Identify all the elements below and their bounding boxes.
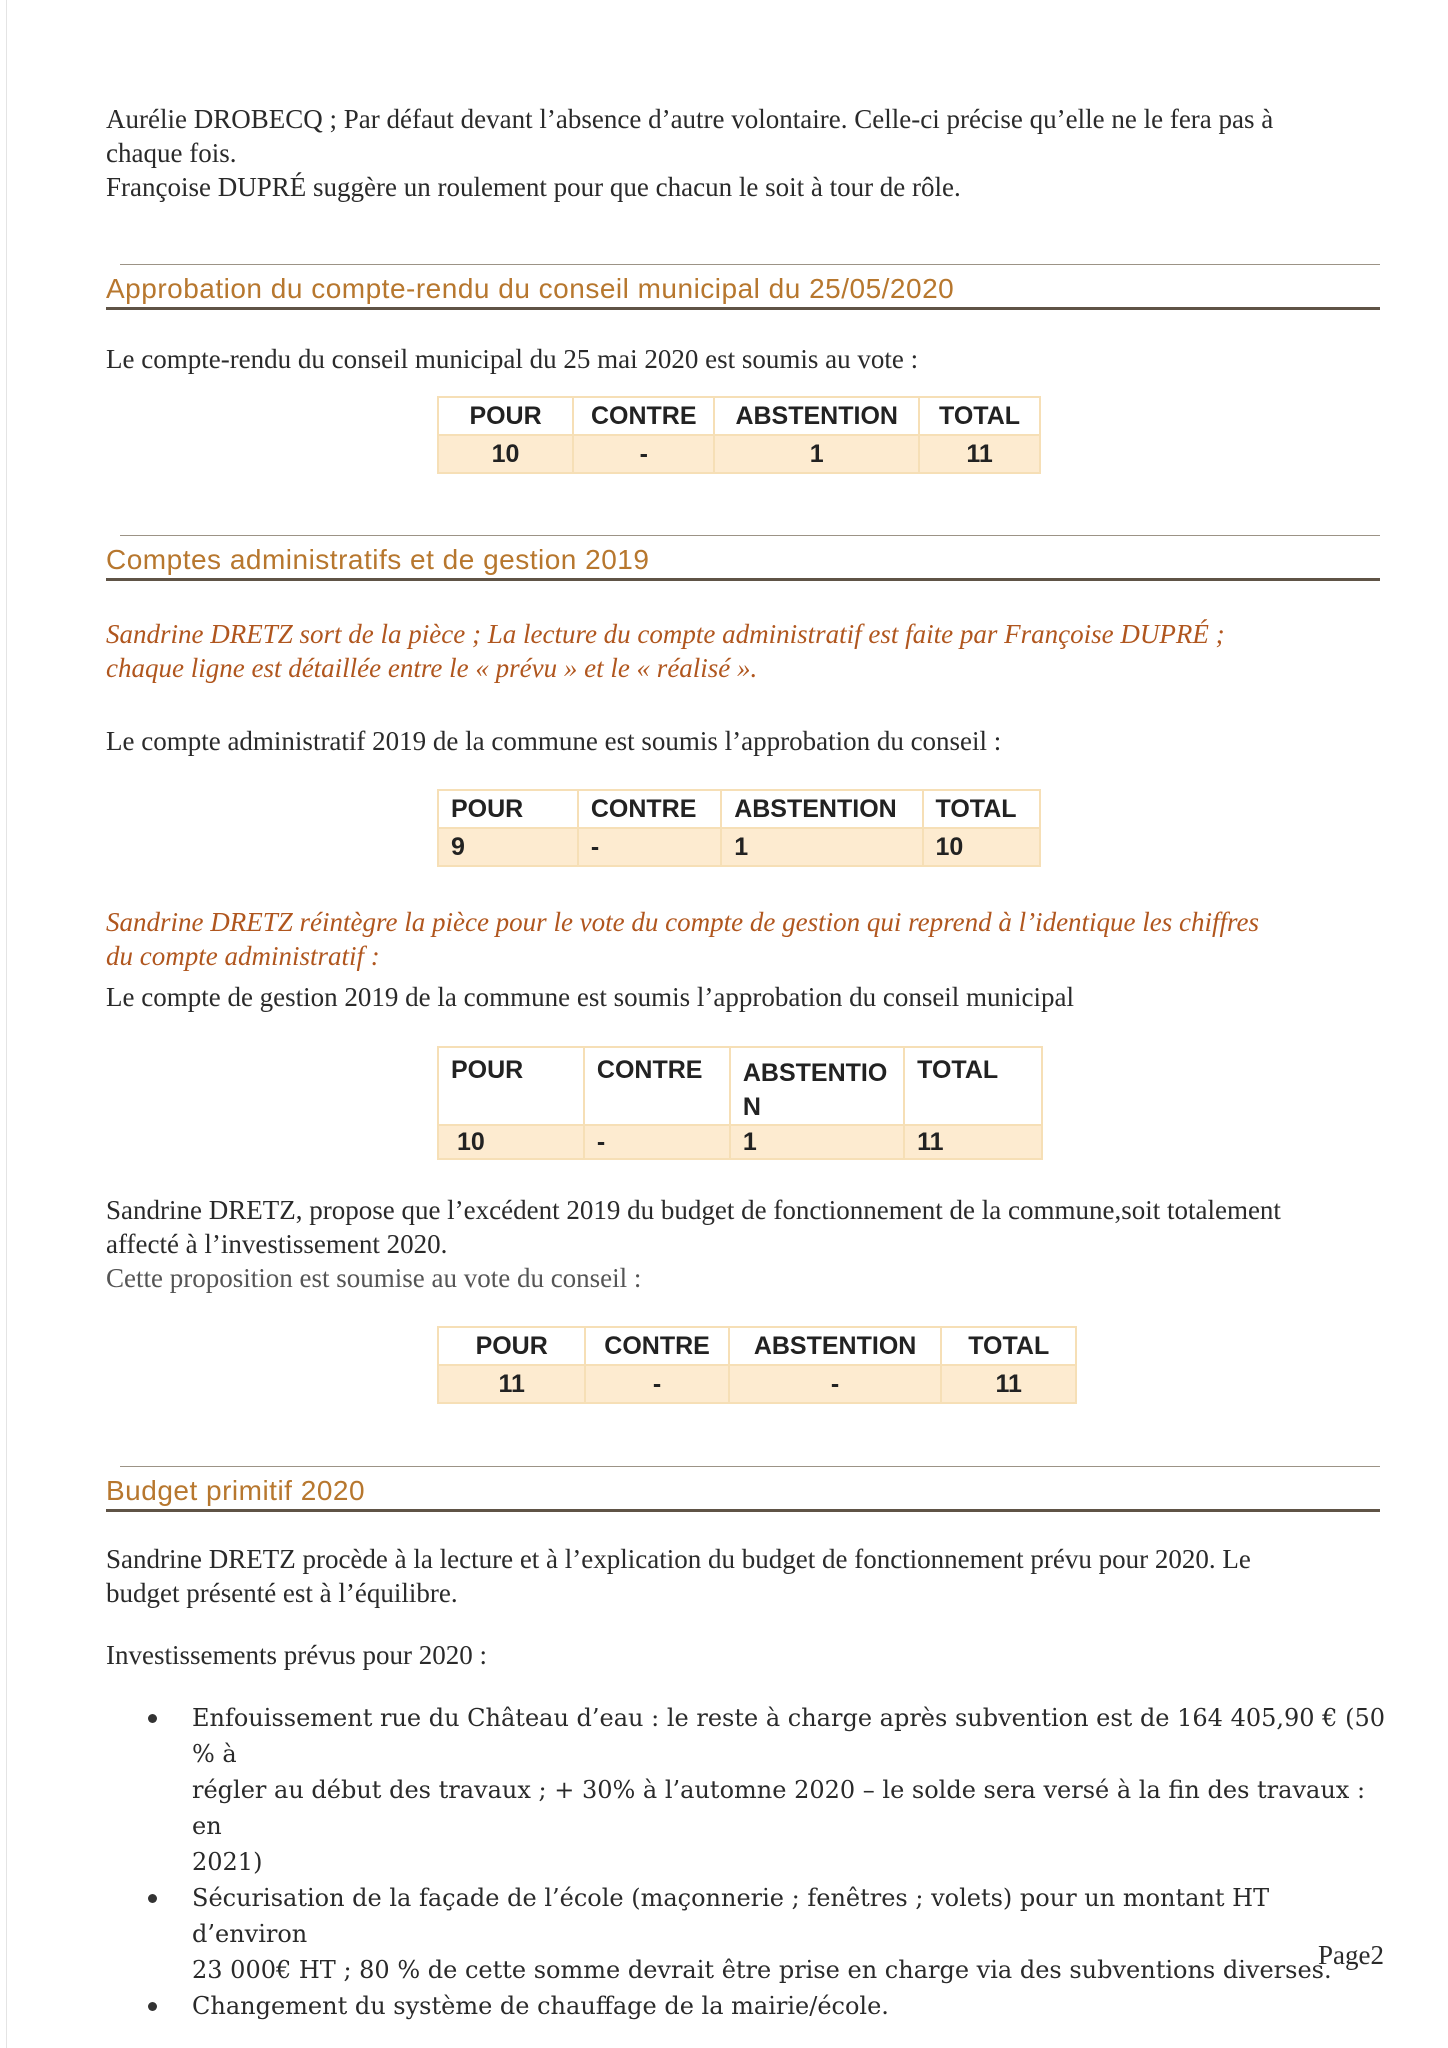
intro-line-2: chaque fois. [106, 138, 237, 168]
list-item-line: régler au début des travaux ; + 30% à l’automne 2020 – le solde sera versé à la fin des travaux : en [192, 1776, 1366, 1840]
text3-line-1: Sandrine DRETZ, propose que l’excédent 2019 du budget de fonctionnement de la commune,soit totalement [106, 1195, 1281, 1225]
vote-header-contre: CONTRE [585, 1327, 728, 1365]
abstention-part-1: ABSTENTIO [742, 1059, 888, 1087]
vote-header-total: TOTAL [919, 397, 1040, 435]
text1-line: Le compte administratif 2019 de la commune est soumis l’approbation du conseil : [106, 726, 1002, 756]
text1-line-1: Sandrine DRETZ procède à la lecture et à l’explication du budget de fonctionnement prévu pour 2020. Le [106, 1544, 1251, 1574]
section2-text-3 [106, 1193, 1386, 1295]
vote-value-abstention: 1 [721, 828, 922, 866]
page-edge [6, 0, 7, 2048]
bullet-icon [148, 1894, 157, 1903]
vote-value-pour: 10 [438, 435, 573, 473]
list-item-line: 2021) [192, 1848, 263, 1876]
vote-header-pour: POUR [438, 1047, 584, 1125]
vote-header-abstention [730, 1047, 904, 1125]
note2-line-2: du compte administratif : [106, 941, 380, 971]
section-rule-bottom [106, 578, 1380, 581]
section1-text [106, 342, 1386, 376]
list-item-line: Sécurisation de la façade de l’école (maçonnerie ; fenêtres ; volets) pour un montant HT d’environ [192, 1884, 1270, 1948]
vote-header-pour: POUR [438, 1327, 585, 1365]
vote-header-pour: POUR [438, 790, 578, 828]
list-item [106, 1880, 1386, 1988]
vote-header-contre: CONTRE [584, 1047, 730, 1125]
list-item [106, 1988, 1386, 2024]
vote-value-total: 11 [941, 1365, 1076, 1403]
text2-line: Le compte de gestion 2019 de la commune est soumis l’approbation du conseil municipal [106, 982, 1075, 1012]
bullet-icon [148, 2002, 157, 2011]
vote-table-3 [437, 1046, 1043, 1160]
section2-note-1 [106, 617, 1386, 685]
list-item [106, 1700, 1386, 1880]
section-comptes [106, 535, 1380, 581]
section3-text-1 [106, 1542, 1386, 1610]
section-title: Approbation du compte-rendu du conseil municipal du 25/05/2020 [106, 273, 955, 304]
note1-line-1: Sandrine DRETZ sort de la pièce ; La lecture du compte administratif est faite par Françoise DUPRÉ ; [106, 619, 1225, 649]
intro-line-3: Françoise DUPRÉ suggère un roulement pour que chacun le soit à tour de rôle. [106, 172, 961, 202]
vote-value-abstention: - [729, 1365, 942, 1403]
abstention-part-2: N [742, 1093, 761, 1121]
vote-header-abstention: ABSTENTION [714, 397, 919, 435]
vote-value-pour: 10 [438, 1125, 584, 1159]
intro-line-1: Aurélie DROBECQ ; Par défaut devant l’absence d’autre volontaire. Celle-ci précise qu’elle ne le fera pas à [106, 104, 1274, 134]
vote-header-abstention: ABSTENTION [721, 790, 922, 828]
note1-line-2: chaque ligne est détaillée entre le « prévu » et le « réalisé ». [106, 653, 758, 683]
vote-header-contre: CONTRE [573, 397, 714, 435]
vote-header-contre: CONTRE [578, 790, 721, 828]
vote-value-total: 10 [923, 828, 1040, 866]
section2-text-2 [106, 980, 1386, 1014]
section-budget [106, 1466, 1380, 1512]
text2-line: Investissements prévus pour 2020 : [106, 1640, 487, 1670]
vote-header-total: TOTAL [904, 1047, 1042, 1125]
section-title: Comptes administratifs et de gestion 2019 [106, 544, 650, 575]
vote-table-2 [437, 789, 1041, 867]
intro-paragraph [106, 102, 1386, 204]
text3-line-3: Cette proposition est soumise au vote du conseil : [106, 1263, 642, 1293]
section1-text-line: Le compte-rendu du conseil municipal du 25 mai 2020 est soumis au vote : [106, 344, 919, 374]
list-item-line: Changement du système de chauffage de la mairie/école. [192, 1992, 889, 2020]
text3-line-2: affecté à l’investissement 2020. [106, 1229, 448, 1259]
investments-list [106, 1700, 1386, 2024]
list-item-line: 23 000€ HT ; 80 % de cette somme devrait être prise en charge via des subventions diverses. [192, 1956, 1332, 1984]
section-rule-bottom [106, 1509, 1380, 1512]
vote-table-4 [437, 1326, 1077, 1404]
vote-value-contre: - [585, 1365, 728, 1403]
vote-value-abstention: 1 [714, 435, 919, 473]
vote-value-contre: - [573, 435, 714, 473]
section-approbation [106, 264, 1380, 310]
vote-header-total: TOTAL [941, 1327, 1076, 1365]
bullet-icon [148, 1714, 157, 1723]
vote-value-contre: - [578, 828, 721, 866]
vote-value-contre: - [584, 1125, 730, 1159]
note2-line-1: Sandrine DRETZ réintègre la pièce pour le vote du compte de gestion qui reprend à l’identique les chiffres [106, 907, 1260, 937]
vote-value-abstention: 1 [730, 1125, 904, 1159]
section2-text-1 [106, 724, 1386, 758]
vote-header-abstention: ABSTENTION [729, 1327, 942, 1365]
vote-value-total: 11 [904, 1125, 1042, 1159]
section2-note-2 [106, 905, 1386, 973]
vote-value-pour: 9 [438, 828, 578, 866]
vote-header-pour: POUR [438, 397, 573, 435]
text1-line-2: budget présenté est à l’équilibre. [106, 1578, 458, 1608]
section-title: Budget primitif 2020 [106, 1475, 366, 1506]
vote-value-total: 11 [919, 435, 1040, 473]
vote-value-pour: 11 [438, 1365, 585, 1403]
section-rule-bottom [106, 307, 1380, 310]
section3-text-2 [106, 1638, 1386, 1672]
vote-table-1 [437, 396, 1041, 474]
vote-header-total: TOTAL [923, 790, 1040, 828]
page-number: Page2 [1318, 1940, 1384, 1970]
list-item-line: Enfouissement rue du Château d’eau : le reste à charge après subvention est de 164 405,90 € (50 % à [192, 1704, 1385, 1768]
